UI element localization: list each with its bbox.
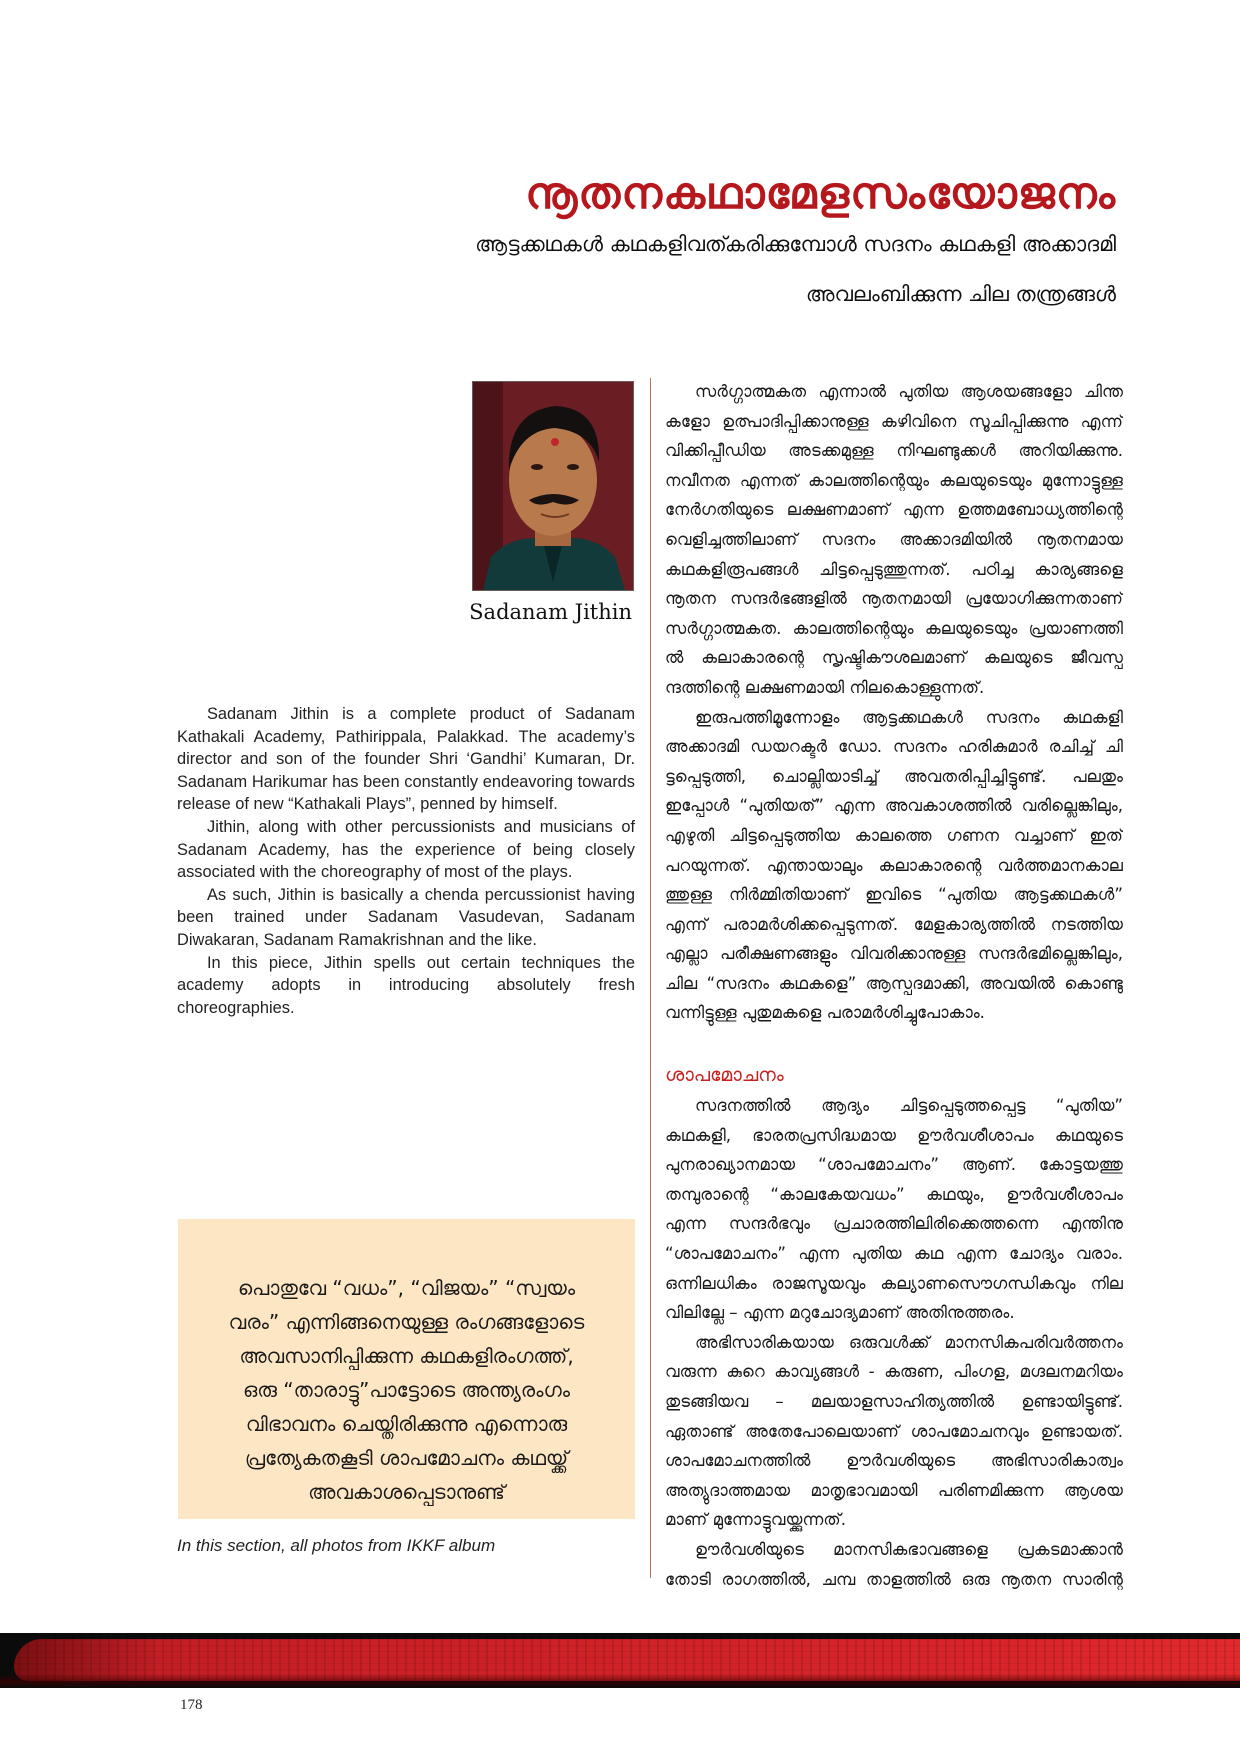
body-paragraph-5 — [665, 1535, 1123, 1594]
text-line: എഴുതി ചിട്ടപ്പെടുത്തിയ കാലത്തെ ഗണന വച്ചാണ് ഇത് — [665, 825, 1123, 845]
author-portrait-photo — [472, 381, 634, 591]
pull-quote-line: ഒരു “താരാട്ടു”പാട്ടോടെ അന്ത്യരംഗം — [242, 1378, 571, 1402]
text-line: സദനത്തിൽ ആദ്യം ചിട്ടപ്പെടുത്തപ്പെട്ട “പുതിയ” — [695, 1096, 1123, 1116]
text-line: പുനരാഖ്യാനമായ “ശാപമോചനം” ആണ്. കോട്ടയത്തു — [665, 1155, 1123, 1175]
text-line: “ശാപമോചനം” എന്ന പുതിയ കഥ എന്ന ചോദ്യം വരാം. — [665, 1244, 1123, 1264]
pull-quote-text — [178, 1271, 635, 1509]
column-divider — [650, 378, 651, 1578]
text-line: തോടി രാഗത്തിൽ, ചമ്പ താളത്തിൽ ഒരു നൂതന സാരിന്റ — [665, 1569, 1123, 1589]
body-paragraph-3 — [665, 1091, 1123, 1328]
person-portrait-icon — [473, 382, 633, 590]
text-line: തമ്പുരാന്റെ “കാലകേയവധം” കഥയും, ഊർവശീശാപം — [665, 1184, 1123, 1204]
text-line: നേർഗതിയുടെ ലക്ഷണമാണ് എന്ന ഉത്തമബോധ്യത്തിന്റെ — [665, 500, 1123, 520]
footer-decorative-band — [0, 1633, 1240, 1688]
text-line: വിലില്ലേ – എന്ന മറുചോദ്യമാണ് അതിനുത്തരം. — [665, 1303, 1015, 1323]
text-line: എല്ലാ പരീക്ഷണങ്ങളും വിവരിക്കാനുള്ള സന്ദർഭമില്ലെങ്കിലും, — [665, 944, 1123, 964]
bio-paragraph: As such, Jithin is basically a chenda percussionist having been trained under Sadanam Vasudevan, Sadanam Diwakaran, Sadanam Ramakrishnan and the like. — [177, 885, 635, 949]
text-line: നവീനത എന്നത് കാലത്തിന്റെയും കലയുടെയും മുന്നോട്ടുള്ള — [665, 470, 1123, 490]
page-subtitle-line-1: ആട്ടക്കഥകൾ കഥകളിവത്കരിക്കുമ്പോൾ സദനം കഥകളി അക്കാദമി — [475, 232, 1116, 256]
text-line: വന്നിട്ടുള്ള പുതുമകളെ പരാമർശിച്ചുപോകാം. — [665, 1003, 985, 1023]
text-line: എന്ന് പരാമർശിക്കപ്പെടുന്നത്. മേളകാര്യത്തിൽ നടത്തിയ — [665, 914, 1123, 934]
text-line: ൽ കലാകാരന്റെ സൃഷ്ടികൗശലമാണ് കലയുടെ ജീവസ്പ — [665, 648, 1123, 668]
pull-quote-line: പൊതുവേ “വധം”, “വിജയം” “സ്വയം — [237, 1276, 576, 1300]
page-number: 178 — [180, 1697, 203, 1713]
pull-quote-line: അവകാശപ്പെടാനുണ്ട് — [308, 1480, 505, 1504]
pull-quote-line: വരം” എന്നിങ്ങനെയുള്ള രംഗങ്ങളോടെ — [228, 1310, 585, 1334]
text-line: മാണ് മുന്നോട്ടുവയ്ക്കുന്നത്. — [665, 1510, 846, 1530]
pull-quote-line: പ്രത്യേകതകൂടി ശാപമോചനം കഥയ്ക്ക് — [244, 1446, 569, 1470]
text-line: കഥകളി, ഭാരതപ്രസിദ്ധമായ ഊർവശീശാപം കഥയുടെ — [665, 1125, 1123, 1145]
bio-paragraph: Sadanam Jithin is a complete product of Sadanam Kathakali Academy, Pathirippala, Palakkad. The academy’s director and son of the founder Shri ‘Gandhi’ Kumaran, Dr. Sadanam Harikumar has been constantly endeavoring towards release of new “Kathakali Plays”, penned by himself. — [177, 705, 635, 814]
text-line: തുടങ്ങിയവ – മലയാളസാഹിത്യത്തിൽ ഉണ്ടായിട്ടുണ്ട്. — [665, 1392, 1123, 1411]
page-title: നൂതനകഥാമേളസംയോജനം — [525, 168, 1116, 219]
text-line: ശാപമോചനത്തിൽ ഊർവശിയുടെ അഭിസാരികാത്വം — [665, 1451, 1123, 1471]
bio-paragraph: In this piece, Jithin spells out certain techniques the academy adopts in introducing absolutely fresh choreographies. — [177, 953, 635, 1017]
text-line: അക്കാദമി ഡയറക്ടർ ഡോ. സദനം ഹരികുമാർ രചിച്ച് ചി — [665, 737, 1123, 757]
text-line: നൂതന സന്ദർഭങ്ങളിൽ നൂതനമായി പ്രയോഗിക്കുന്നതാണ് — [665, 589, 1123, 609]
section-heading: ശാപമോചനം — [665, 1064, 784, 1087]
body-paragraph-4 — [665, 1328, 1123, 1535]
pull-quote-line: വിഭാവനം ചെയ്തിരിക്കുന്നു എന്നൊരു — [245, 1412, 568, 1436]
text-line: ഏതാണ്ട് അതേപോലെയാണ് ശാപമോചനവും ഉണ്ടായത്. — [665, 1421, 1123, 1441]
band-shadow — [0, 1674, 1240, 1688]
bio-paragraph: Jithin, along with other percussionists and musicians of Sadanam Academy, has the experience of being closely associated with the choreography of most of the plays. — [177, 817, 635, 882]
body-paragraph-2 — [665, 703, 1123, 1029]
text-line: വിക്കിപ്പീഡിയ അടക്കമുള്ള നിഘണ്ടുക്കൾ അറിയിക്കുന്നു. — [665, 441, 1123, 461]
text-line: എന്ന സന്ദർഭവും പ്രചാരത്തിലിരിക്കെത്തന്നെ എന്തിനു — [665, 1214, 1123, 1234]
intro-paragraph — [665, 377, 1123, 703]
text-line: ഊർവശിയുടെ മാനസികഭാവങ്ങളെ പ്രകടമാക്കാൻ — [695, 1539, 1123, 1559]
text-line: ട്ടപ്പെടുത്തി, ചൊല്ലിയാടിച്ച് അവതരിപ്പിച്ചിട്ടുണ്ട്. പലതും — [665, 766, 1123, 786]
text-line: ചില “സദനം കഥകളെ” ആസ്പദമാക്കി, അവയിൽ കൊണ്ടു — [665, 973, 1123, 993]
author-bio — [177, 703, 635, 1019]
text-line: പറയുന്നത്. എന്തായാലും കലാകാരന്റെ വർത്തമാനകാല — [665, 855, 1123, 875]
text-line: അഭിസാരികയായ ഒരുവൾക്ക് മാനസികപരിവർത്തനം — [695, 1332, 1123, 1352]
pull-quote-box — [178, 1219, 635, 1519]
text-line: കളോ ഉത്പാദിപ്പിക്കാനുള്ള കഴിവിനെ സൂചിപ്പിക്കുന്നു എന്ന് — [665, 411, 1123, 431]
text-line: സർഗ്ഗാത്മകത. കാലത്തിന്റെയും കലയുടെയും പ്രയാണത്തി — [665, 618, 1123, 638]
text-line: ന്ദത്തിന്റെ ലക്ഷണമായി നിലകൊള്ളുന്നത്. — [665, 677, 985, 697]
text-line: വെളിച്ചത്തിലാണ് സദനം അക്കാദമിയിൽ നൂതനമായ — [665, 529, 1123, 549]
text-line: ഇപ്പോൾ “പുതിയത്” എന്ന അവകാശത്തിൽ വരില്ലെങ്കിലും, — [665, 796, 1123, 816]
photo-credit-caption: In this section, all photos from IKKF album — [177, 1536, 496, 1555]
pull-quote-line: അവസാനിപ്പിക്കുന്ന കഥകളിരംഗത്ത്, — [239, 1344, 574, 1368]
text-line: കഥകളിരൂപങ്ങൾ ചിട്ടപ്പെടുത്തുന്നത്. പഠിച്ച കാര്യങ്ങളെ — [665, 559, 1123, 579]
text-line: സർഗ്ഗാത്മകത എന്നാൽ പുതിയ ആശയങ്ങളോ ചിന്ത — [695, 382, 1123, 401]
text-line: വരുന്ന കുറെ കാവ്യങ്ങൾ - കരുണ, പിംഗള, മഗ്ദലനമറിയം — [665, 1362, 1123, 1382]
author-name-caption: Sadanam Jithin — [469, 600, 632, 624]
page-subtitle-line-2: അവലംബിക്കുന്ന ചില തന്ത്രങ്ങൾ — [805, 282, 1116, 306]
article-body — [665, 377, 1123, 1594]
text-line: അത്യുദാത്തമായ മാതൃഭാവമായി പരിണമിക്കുന്ന ആശയ — [665, 1480, 1123, 1500]
text-line: ഒന്നിലധികം രാജസൂയവും കല്യാണസൌഗന്ധികവും നില — [665, 1273, 1123, 1293]
text-line: ഇരുപത്തിമൂന്നോളം ആട്ടക്കഥകൾ സദനം കഥകളി — [695, 707, 1123, 727]
text-line: ത്തുള്ള നിർമ്മിതിയാണ് ഇവിടെ “പുതിയ ആട്ടക്കഥകൾ” — [665, 885, 1123, 905]
